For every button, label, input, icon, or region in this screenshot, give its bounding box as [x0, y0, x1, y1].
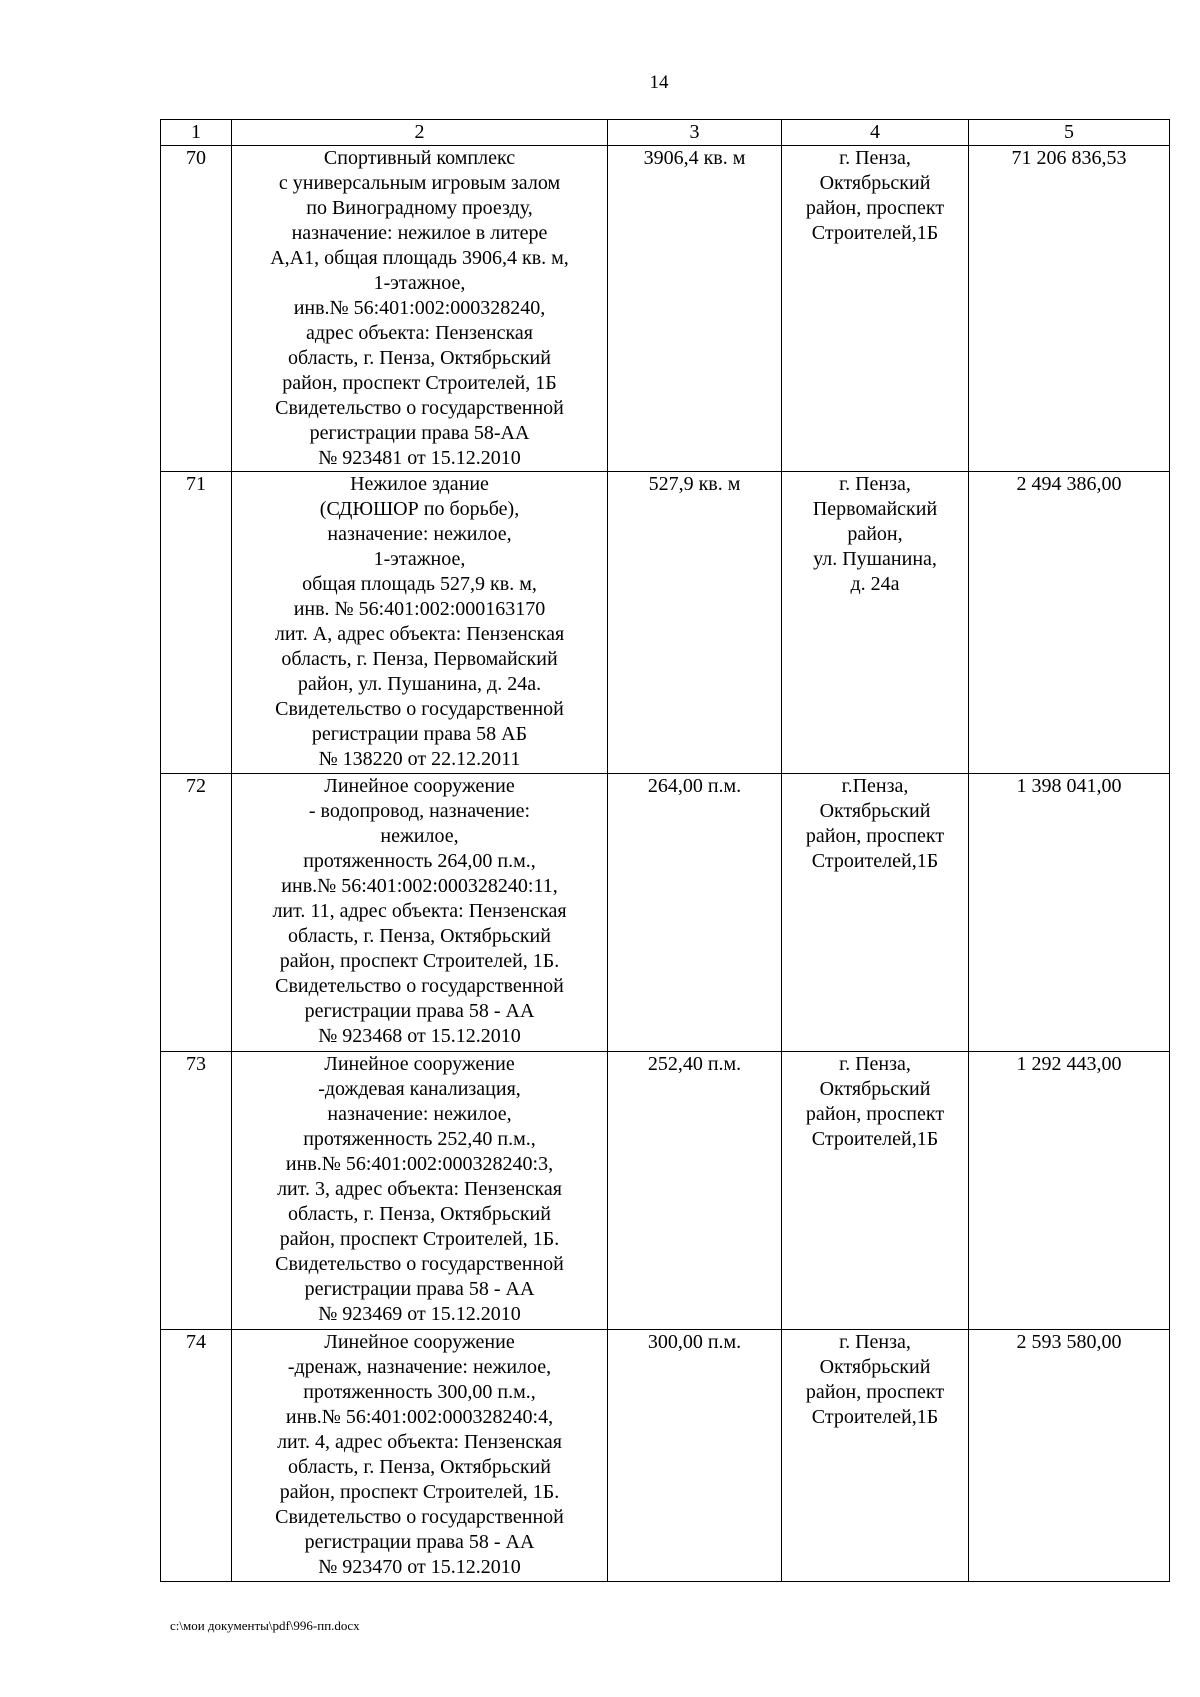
table-row [161, 1052, 1170, 1330]
object-area: 300,00 п.м. [608, 1330, 782, 1582]
object-value: 71 206 836,53 [969, 146, 1170, 472]
object-area: 527,9 кв. м [608, 472, 782, 774]
property-table [160, 119, 1170, 1582]
table-row [161, 146, 1170, 472]
object-description: Линейное сооружение -дренаж, назначение: нежилое, протяженность 300,00 п.м., инв.№ 56:401:002:000328240:4, лит. 4, адрес объекта: Пензенская область, г. Пенза, Октябрьский район, проспект Строителей, 1Б. Свидетельство о государственной регистрации права 58 - АА № 923470 от 15.12.2010 [232, 1330, 608, 1582]
column-header: 4 [782, 120, 969, 146]
object-address: г. Пенза, Октябрьский район, проспект Строителей,1Б [782, 1330, 969, 1582]
object-area: 3906,4 кв. м [608, 146, 782, 472]
object-area: 264,00 п.м. [608, 774, 782, 1052]
column-header: 1 [161, 120, 232, 146]
row-number: 74 [161, 1330, 232, 1582]
row-number: 73 [161, 1052, 232, 1330]
footer-file-path: c:\мои документы\pdf\996-пп.docx [170, 1618, 360, 1633]
object-description: Линейное сооружение - водопровод, назначение: нежилое, протяженность 264,00 п.м., инв.№ 56:401:002:000328240:11, лит. 11, адрес объекта: Пензенская область, г. Пенза, Октябрьский район, проспект Строителей, 1Б. Свидетельство о государственной регистрации права 58 - АА № 923468 от 15.12.2010 [232, 774, 608, 1052]
object-value: 1 398 041,00 [969, 774, 1170, 1052]
row-number: 70 [161, 146, 232, 472]
object-value: 1 292 443,00 [969, 1052, 1170, 1330]
table-row [161, 1330, 1170, 1582]
column-header: 5 [969, 120, 1170, 146]
row-number: 72 [161, 774, 232, 1052]
row-number: 71 [161, 472, 232, 774]
table-header-row [161, 120, 1170, 146]
object-area: 252,40 п.м. [608, 1052, 782, 1330]
object-address: г. Пенза, Октябрьский район, проспект Строителей,1Б [782, 1052, 969, 1330]
object-description: Линейное сооружение -дождевая канализация, назначение: нежилое, протяженность 252,40 п.м., инв.№ 56:401:002:000328240:3, лит. 3, адрес объекта: Пензенская область, г. Пенза, Октябрьский район, проспект Строителей, 1Б. Свидетельство о государственной регистрации права 58 - АА № 923469 от 15.12.2010 [232, 1052, 608, 1330]
page-number: 14 [649, 72, 669, 93]
column-header: 3 [608, 120, 782, 146]
column-header: 2 [232, 120, 608, 146]
object-address: г.Пенза, Октябрьский район, проспект Строителей,1Б [782, 774, 969, 1052]
object-value: 2 593 580,00 [969, 1330, 1170, 1582]
object-address: г. Пенза, Первомайский район, ул. Пушанина, д. 24а [782, 472, 969, 774]
table-row [161, 472, 1170, 774]
object-address: г. Пенза, Октябрьский район, проспект Строителей,1Б [782, 146, 969, 472]
object-value: 2 494 386,00 [969, 472, 1170, 774]
table-row [161, 774, 1170, 1052]
object-description: Спортивный комплекс с универсальным игровым залом по Виноградному проезду, назначение: нежилое в литере А,А1, общая площадь 3906,4 кв. м, 1-этажное, инв.№ 56:401:002:000328240, адрес объекта: Пензенская область, г. Пенза, Октябрьский район, проспект Строителей, 1Б Свидетельство о государственной регистрации права 58-АА № 923481 от 15.12.2010 [232, 146, 608, 472]
object-description: Нежилое здание (СДЮШОР по борьбе), назначение: нежилое, 1-этажное, общая площадь 527,9 кв. м, инв. № 56:401:002:000163170 лит. А, адрес объекта: Пензенская область, г. Пенза, Первомайский район, ул. Пушанина, д. 24а. Свидетельство о государственной регистрации права 58 АБ № 138220 от 22.12.2011 [232, 472, 608, 774]
